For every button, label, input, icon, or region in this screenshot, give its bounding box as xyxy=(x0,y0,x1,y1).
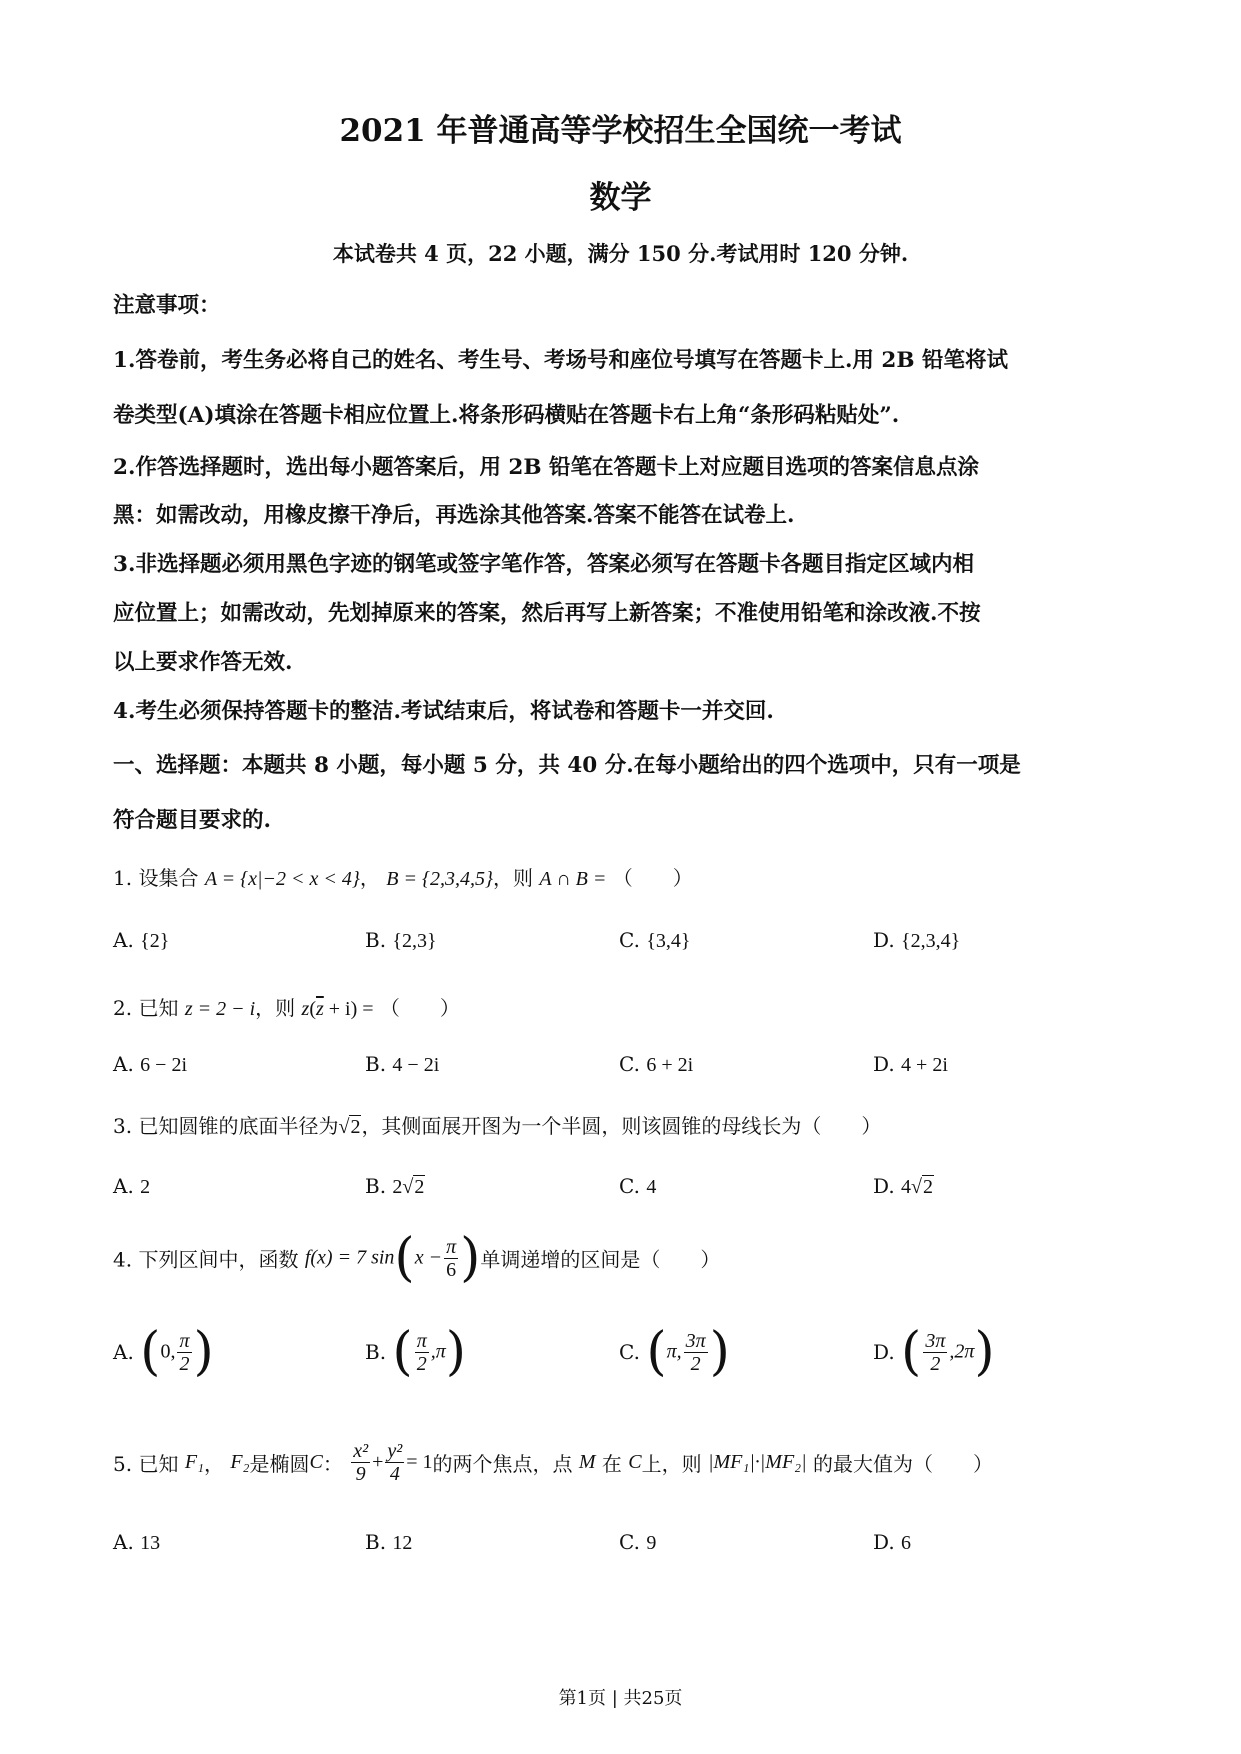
option-value: 4 − 2i xyxy=(392,1054,440,1076)
page-footer: 第1页 | 共25页 xyxy=(558,1688,683,1709)
note-line-5: 3.非选择题必须用黑色字迹的钢笔或签字笔作答，答案必须写在答题卡各题目指定区域内相 xyxy=(113,552,974,577)
q3-option-b xyxy=(365,1174,425,1199)
answer-paren: （ ） xyxy=(612,866,693,890)
option-value: 2 xyxy=(140,1176,151,1198)
option-value: 6 + 2i xyxy=(646,1054,694,1076)
note-line-1: 1.答卷前，考生务必将自己的姓名、考生号、考场号和座位号填写在答题卡上.用 2B 铅笔将试 xyxy=(113,348,1009,373)
equals-one: = 1 xyxy=(406,1451,433,1473)
option-label: A. xyxy=(113,1340,134,1364)
question-number: 1. 设集合 xyxy=(113,866,199,890)
option-label: A. xyxy=(113,1530,134,1554)
fraction-pi-over-6: $\frac{\pi}{6}$ xyxy=(446,1235,457,1281)
q4-option-a: A. (0, $\frac{\pi}{2}$ ) xyxy=(113,1322,214,1382)
expression-z-conj-plus-i: $z(\overline{z} + i)$ = xyxy=(301,998,374,1020)
ellipse-c2: C xyxy=(628,1451,642,1473)
option-label: B. xyxy=(365,1052,387,1076)
q1-option-a xyxy=(113,928,169,953)
q1-option-c xyxy=(619,928,691,953)
option-label: A. xyxy=(113,928,134,952)
question-5 xyxy=(113,1440,993,1485)
note-line-7: 以上要求作答无效. xyxy=(113,650,293,675)
option-label: B. xyxy=(365,1340,387,1364)
colon: ： xyxy=(322,1452,343,1476)
q2-option-c xyxy=(619,1052,693,1077)
question-rest: ，其侧面展开图为一个半圆，则该圆锥的母线长为（ ） xyxy=(361,1114,882,1138)
option-label: D. xyxy=(873,1052,895,1076)
option-value: 13 xyxy=(140,1532,161,1554)
section-heading-line-2: 符合题目要求的. xyxy=(113,808,271,833)
note-line-2: 卷类型(A)填涂在答题卡相应位置上.将条形码横贴在答题卡右上角“条形码粘贴处”. xyxy=(113,403,900,428)
text-on: 在 xyxy=(601,1452,622,1476)
q3-option-c xyxy=(619,1174,656,1199)
option-label: B. xyxy=(365,1174,387,1198)
note-line-4: 黑：如需改动，用橡皮擦干净后，再选涂其他答案.答案不能答在试卷上. xyxy=(113,503,795,528)
q1-option-d xyxy=(873,928,960,953)
q2-option-b xyxy=(365,1052,439,1077)
question-number: 2. 已知 xyxy=(113,996,179,1020)
exam-info: 本试卷共 4 页，22 小题，满分 150 分.考试用时 120 分钟. xyxy=(332,241,909,266)
text-after: 的两个焦点，点 xyxy=(432,1452,573,1476)
question-ask: 的最大值为（ ） xyxy=(813,1452,993,1476)
q4-option-d: D. ( $\frac{3\pi}{2}$ ,2π) xyxy=(873,1322,995,1382)
question-text: 3. 已知圆锥的底面半径为 xyxy=(113,1114,339,1138)
interval-fraction: $\frac{3\pi}{2}$ xyxy=(685,1329,706,1375)
option-value: 4√2 xyxy=(901,1176,934,1198)
option-value: 9 xyxy=(646,1532,657,1554)
interval-fraction: $\frac{3\pi}{2}$ xyxy=(925,1329,946,1375)
fraction-x2-over-9: $\frac{\text{x²}}{9}$ xyxy=(353,1440,369,1485)
option-label: A. xyxy=(113,1174,134,1198)
set-b-definition: B = {2,3,4,5} xyxy=(386,868,493,890)
given-z: z = 2 − i xyxy=(184,998,256,1020)
separator: ， xyxy=(203,1452,224,1476)
question-1 xyxy=(113,862,693,891)
subject-title: 数学 xyxy=(589,180,652,216)
option-label: C. xyxy=(619,1052,640,1076)
question-3 xyxy=(113,1110,881,1139)
set-a-definition: A = {x|−2 < x < 4} xyxy=(204,868,360,890)
ellipse-c: C xyxy=(309,1451,323,1473)
option-label: B. xyxy=(365,1530,387,1554)
interval-fraction: $\frac{\pi}{2}$ xyxy=(179,1329,190,1375)
option-label: D. xyxy=(873,1174,895,1198)
intersection-expression: A ∩ B = xyxy=(539,868,607,890)
section-heading-line-1: 一、选择题：本题共 8 小题，每小题 5 分，共 40 分.在每小题给出的四个选项中，只有一项是 xyxy=(113,753,1021,778)
text-mid: 是椭圆 xyxy=(249,1452,310,1476)
exam-title: 2021 年普通高等学校招生全国统一考试 xyxy=(339,113,902,149)
text-then: 上，则 xyxy=(641,1452,702,1476)
option-label: C. xyxy=(619,928,640,952)
q5-option-b xyxy=(365,1530,412,1555)
option-value: 6 − 2i xyxy=(140,1054,188,1076)
focus-f1: F₁ xyxy=(184,1451,204,1473)
option-label: C. xyxy=(619,1174,640,1198)
option-label: D. xyxy=(873,1530,895,1554)
question-ask: ，则 xyxy=(255,996,296,1020)
sqrt-radius: √2 xyxy=(338,1116,361,1138)
option-label: D. xyxy=(873,1340,895,1364)
plus-sign: + xyxy=(372,1451,384,1473)
right-paren: ) xyxy=(460,1228,481,1288)
separator: ， xyxy=(359,866,380,890)
option-label: B. xyxy=(365,928,387,952)
q2-option-a xyxy=(113,1052,187,1077)
question-rest: 单调递增的区间是（ ） xyxy=(480,1247,721,1272)
option-label: D. xyxy=(873,928,895,952)
q2-option-d xyxy=(873,1052,948,1077)
x-minus: x − xyxy=(414,1246,443,1269)
left-paren: ( xyxy=(394,1228,415,1288)
option-value: {2,3} xyxy=(392,930,437,952)
interval-fraction: $\frac{\pi}{2}$ xyxy=(416,1329,427,1375)
product-expression: |MF₁|·|MF₂| xyxy=(707,1451,807,1473)
q3-option-d xyxy=(873,1174,934,1199)
function-expression: f(x) = 7 sin xyxy=(304,1246,395,1269)
notes-heading: 注意事项： xyxy=(113,293,221,318)
option-label: C. xyxy=(619,1530,640,1554)
focus-f2: F₂ xyxy=(230,1451,250,1473)
q1-option-b xyxy=(365,928,437,953)
q5-option-c xyxy=(619,1530,656,1555)
answer-paren: （ ） xyxy=(379,996,460,1020)
option-value: {3,4} xyxy=(646,930,691,952)
question-ask: ，则 xyxy=(492,866,533,890)
question-number: 5. 已知 xyxy=(113,1452,179,1476)
note-line-6: 应位置上；如需改动，先划掉原来的答案，然后再写上新答案；不准使用铅笔和涂改液.不按 xyxy=(113,601,981,626)
note-line-8: 4.考生必须保持答题卡的整洁.考试结束后，将试卷和答题卡一并交回. xyxy=(113,699,774,724)
q5-option-d xyxy=(873,1530,911,1555)
question-number: 4. 下列区间中，函数 xyxy=(113,1247,299,1272)
q3-option-a xyxy=(113,1174,150,1199)
option-value: 2√2 xyxy=(392,1176,425,1198)
option-value: 6 xyxy=(901,1532,912,1554)
q4-option-b: B. ( $\frac{\pi}{2}$ ,π) xyxy=(365,1322,467,1382)
q5-option-a xyxy=(113,1530,160,1555)
question-4 xyxy=(113,1228,721,1288)
option-value: {2} xyxy=(140,930,170,952)
fraction-y2-over-4: $\frac{\text{y²}}{4}$ xyxy=(387,1440,403,1485)
question-2 xyxy=(113,992,460,1021)
option-value: {2,3,4} xyxy=(901,930,961,952)
note-line-3: 2.作答选择题时，选出每小题答案后，用 2B 铅笔在答题卡上对应题目选项的答案信息点涂 xyxy=(113,455,980,480)
q4-option-c: C. (π, $\frac{3\pi}{2}$ ) xyxy=(619,1322,730,1382)
option-label: A. xyxy=(113,1052,134,1076)
option-value: 4 + 2i xyxy=(901,1054,948,1076)
option-value: 4 xyxy=(646,1176,657,1198)
option-label: C. xyxy=(619,1340,640,1364)
point-m: M xyxy=(578,1451,596,1473)
option-value: 12 xyxy=(392,1532,413,1554)
